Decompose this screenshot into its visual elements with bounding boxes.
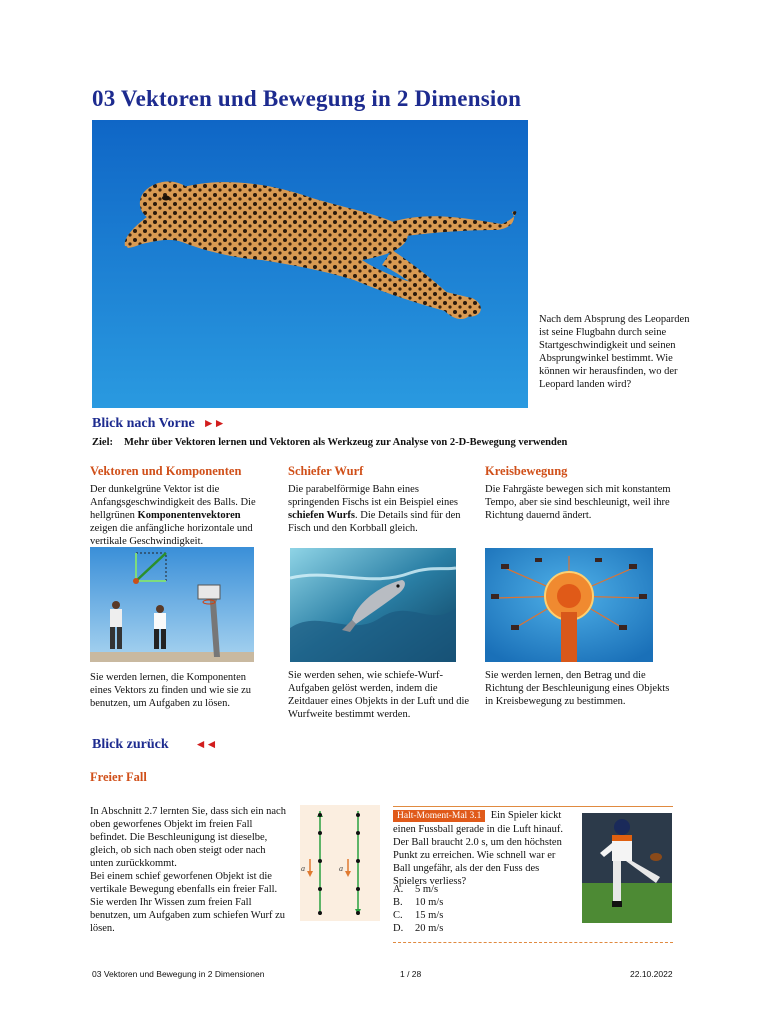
footer-date: 22.10.2022	[630, 969, 673, 979]
column-bottom-text: Sie werden lernen, den Betrag und die Richtung der Beschleunigung eines Objekts in Kreisbewegung zu bestimmen.	[485, 670, 670, 707]
football-player-image	[582, 813, 672, 923]
column-bottom-text: Sie werden sehen, wie schiefe-Wurf-Aufgaben gelöst werden, indem die Zeitdauer eines Objekts in der Luft und die Wurfweite bestimmt werden.	[288, 670, 470, 720]
column-projectile	[288, 464, 472, 535]
carousel-image	[485, 548, 653, 662]
preview-heading	[92, 416, 224, 432]
choice-key: C.	[393, 910, 403, 921]
column-heading: Kreisbewegung	[485, 464, 568, 478]
free-fall-diagram	[300, 805, 380, 921]
basketball-image	[90, 547, 254, 662]
choice-value: 20 m/s	[415, 923, 444, 934]
leopard-image	[92, 120, 528, 408]
quiz-choice[interactable]	[393, 896, 443, 909]
column-vectors	[90, 464, 270, 548]
quiz-bottom-rule	[393, 942, 673, 944]
column-text-bold: schiefen Wurfs	[288, 510, 355, 521]
goal-text: Mehr über Vektoren lernen und Vektoren als Werkzeug zur Analyse von 2-D-Bewegung verwenden	[124, 437, 568, 448]
quiz-question-text: Ein Spieler kickt einen Fussball gerade in die Luft hinauf. Der Ball braucht 2.0 s, um den höchsten Punkt zu erreichen. Wie schnell war er Ball ungefähr, als der den Fuss des Spielers verliess?	[393, 810, 563, 887]
choice-key: B.	[393, 897, 403, 908]
column-text-part: Die parabelförmige Bahn eines springenden Fischs ist ein Beispiel eines	[288, 484, 459, 508]
goal-label: Ziel:	[92, 437, 113, 448]
page-title: 03 Vektoren und Bewegung in 2 Dimension	[92, 86, 522, 111]
column-text	[90, 483, 270, 548]
choice-value: 15 m/s	[415, 910, 444, 921]
quiz-top-rule	[393, 806, 673, 807]
quiz-choice[interactable]	[393, 909, 443, 922]
choice-value: 5 m/s	[415, 884, 439, 895]
quiz-question	[393, 809, 575, 888]
column-text-part: . Die Details sind für den Fisch und den Korbball gleich.	[288, 510, 461, 534]
acceleration-label: a	[301, 864, 305, 873]
page-number: 1 / 28	[400, 969, 422, 979]
column-circular	[485, 464, 675, 522]
goal-line	[92, 437, 567, 448]
quiz-choice[interactable]	[393, 922, 443, 935]
choice-key: D.	[393, 923, 404, 934]
column-text-part: Der dunkelgrüne Vektor ist die Anfangsgeschwindigkeit des Balls. Die hellgrünen	[90, 484, 256, 521]
quiz-badge: Halt-Moment-Mal 3.1	[393, 810, 485, 822]
column-text-part: zeigen die anfängliche horizontale und vertikale Geschwindigkeit.	[90, 523, 253, 547]
footer-title: 03 Vektoren und Bewegung in 2 Dimensionen	[92, 969, 265, 979]
review-heading	[92, 737, 216, 753]
column-heading: Vektoren und Komponenten	[90, 464, 242, 478]
salmon-image	[290, 548, 456, 662]
column-text	[288, 483, 472, 535]
back-arrows-icon: ◄◄	[194, 737, 217, 751]
review-paragraph-1: In Abschnitt 2.7 lernten Sie, dass sich ein nach oben geworfenes Objekt im freien Fall befindet. Die Beschleunigung ist dieselbe, gleich, ob sich nach oben steigt oder nach unten zurückkommt.	[90, 806, 286, 869]
preview-heading-text: Blick nach Vorne	[92, 416, 195, 431]
column-heading: Schiefer Wurf	[288, 464, 364, 478]
review-subheading: Freier Fall	[90, 770, 147, 784]
quiz-choices	[393, 883, 443, 935]
hero-caption: Nach dem Absprung des Leoparden ist seine Flugbahn durch seine Startgeschwindigkeit und seinen Absprungwinkel bestimmt. Wie können wir herausfinden, wo der Leopard landen wird?	[539, 314, 690, 390]
quiz-choice[interactable]	[393, 883, 443, 896]
column-bottom-text: Sie werden lernen, die Komponenten eines Vektors zu finden und wie sie zu benutzen, um Aufgaben zu lösen.	[90, 672, 252, 709]
review-paragraph-2: Bei einem schief geworfenen Objekt ist die vertikale Bewegung ebenfalls ein freier Fall. Sie werden Ihr Wissen zum freien Fall benutzen, um Aufgaben zum schiefen Wurf zu lösen.	[90, 871, 286, 934]
choice-value: 10 m/s	[415, 897, 444, 908]
column-text-bold: Komponentenvektoren	[137, 510, 241, 521]
review-heading-text: Blick zurück	[92, 737, 169, 752]
forward-arrows-icon: ►►	[202, 416, 225, 430]
column-text	[485, 483, 675, 522]
acceleration-label: a	[339, 864, 343, 873]
choice-key: A.	[393, 884, 404, 895]
column-text-part: Die Fahrgäste bewegen sich mit konstantem Tempo, aber sie sind beschleunigt, weil ihre Richtung dauernd ändert.	[485, 484, 671, 521]
